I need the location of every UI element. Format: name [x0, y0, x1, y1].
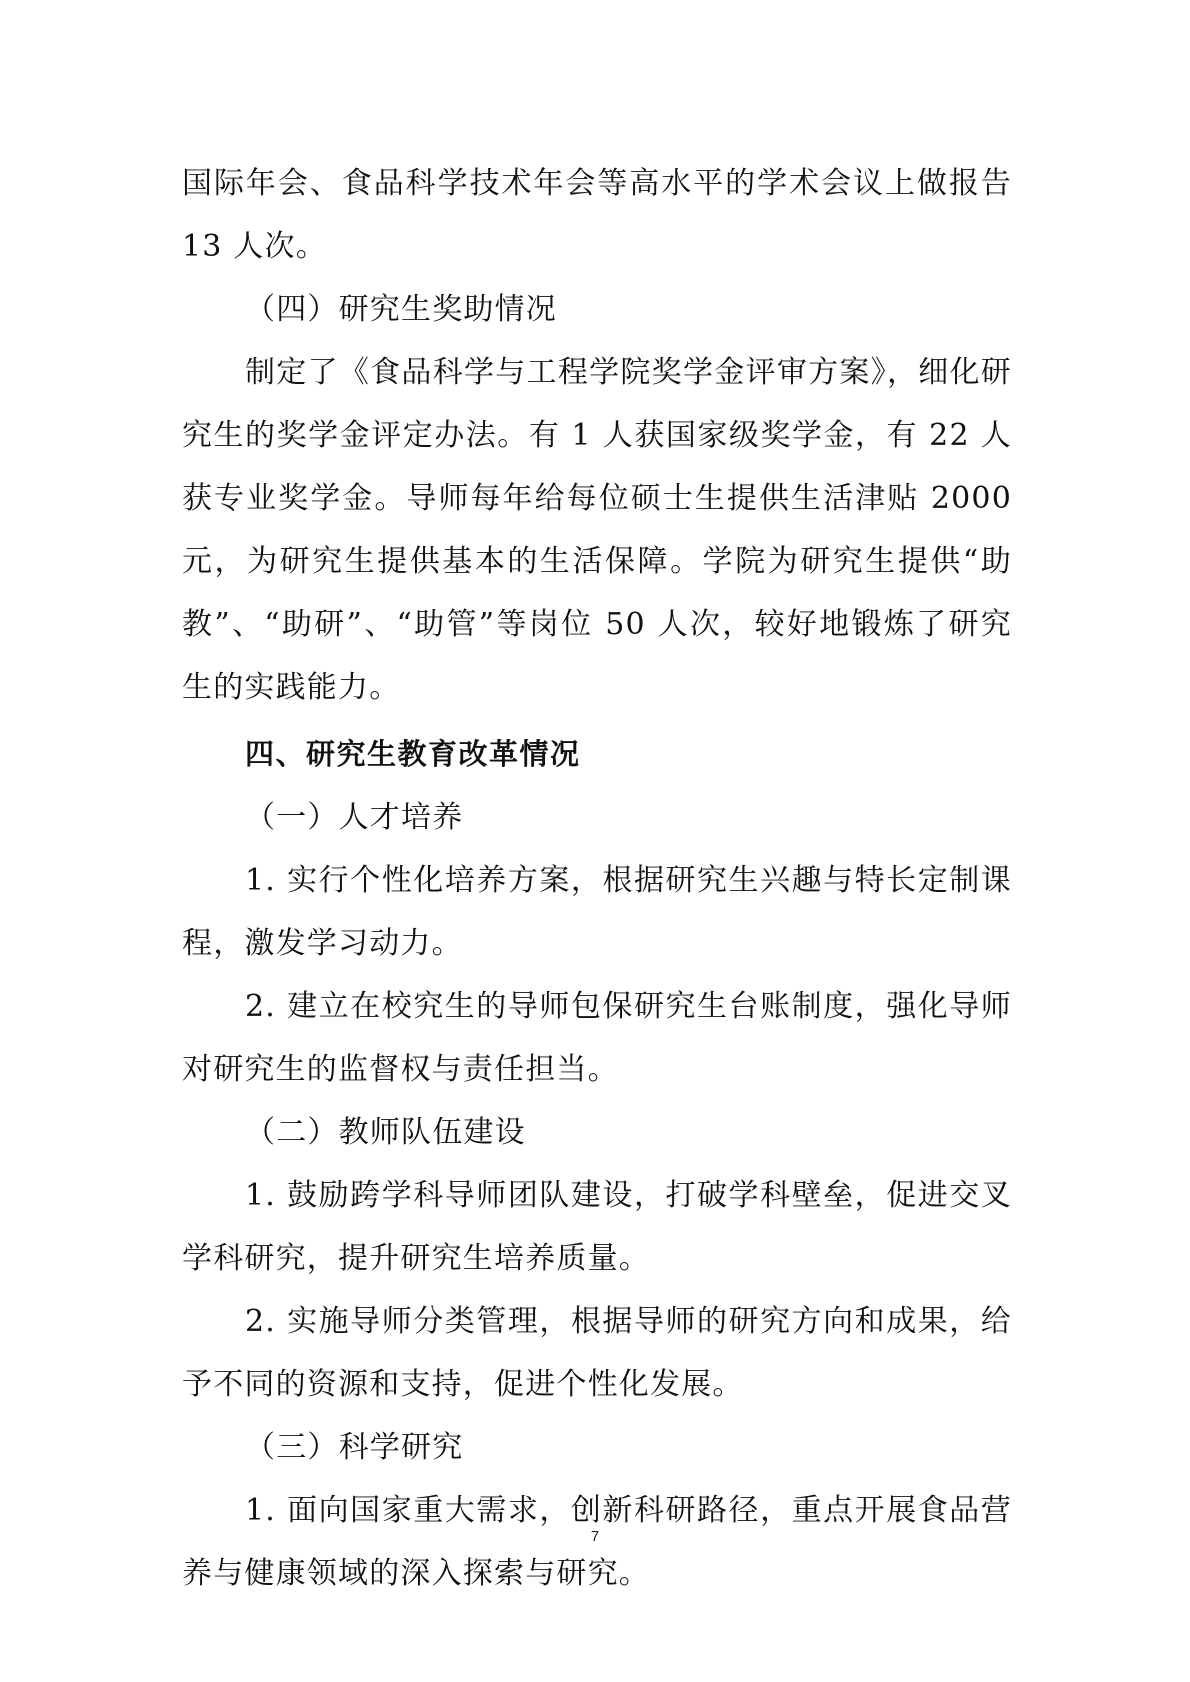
paragraph-faculty-2: 2. 实施导师分类管理，根据导师的研究方向和成果，给予不同的资源和支持，促进个性化发展。 — [182, 1304, 1012, 1402]
page-number: 7 — [590, 1528, 600, 1545]
page-body — [182, 152, 1012, 1605]
paragraph-report-count: 国际年会、食品科学技术年会等高水平的学术会议上做报告13 人次。 — [182, 166, 1012, 264]
paragraph-talent-1: 1. 实行个性化培养方案，根据研究生兴趣与特长定制课程，激发学习动力。 — [182, 863, 1012, 961]
section-heading-reform: 四、研究生教育改革情况 — [245, 737, 581, 771]
paragraph-research-1: 1. 面向国家重大需求，创新科研路径，重点开展食品营养与健康领域的深入探索与研究。 — [182, 1493, 1012, 1591]
paragraph-scholarship: 制定了《食品科学与工程学院奖学金评审方案》，细化研究生的奖学金评定办法。有 1 人获国家级奖学金，有 22 人获专业奖学金。导师每年给每位硕士生提供生活津贴 2000 元，为研究生提供基本的生活保障。学院为研究生提供“助教”、“助研”、“助管”等岗位 50 人次，较好地锻炼了研究生的实践能力。 — [182, 355, 1012, 705]
subheading-faculty: （二）教师队伍建设 — [245, 1115, 526, 1150]
subheading-scholarship: （四）研究生奖助情况 — [245, 292, 557, 327]
paragraph-faculty-1: 1. 鼓励跨学科导师团队建设，打破学科壁垒，促进交叉学科研究，提升研究生培养质量。 — [182, 1178, 1012, 1276]
subheading-research: （三）科学研究 — [245, 1430, 464, 1465]
paragraph-talent-2: 2. 建立在校究生的导师包保研究生台账制度，强化导师对研究生的监督权与责任担当。 — [182, 989, 1012, 1087]
subheading-talent-training: （一）人才培养 — [245, 800, 464, 835]
